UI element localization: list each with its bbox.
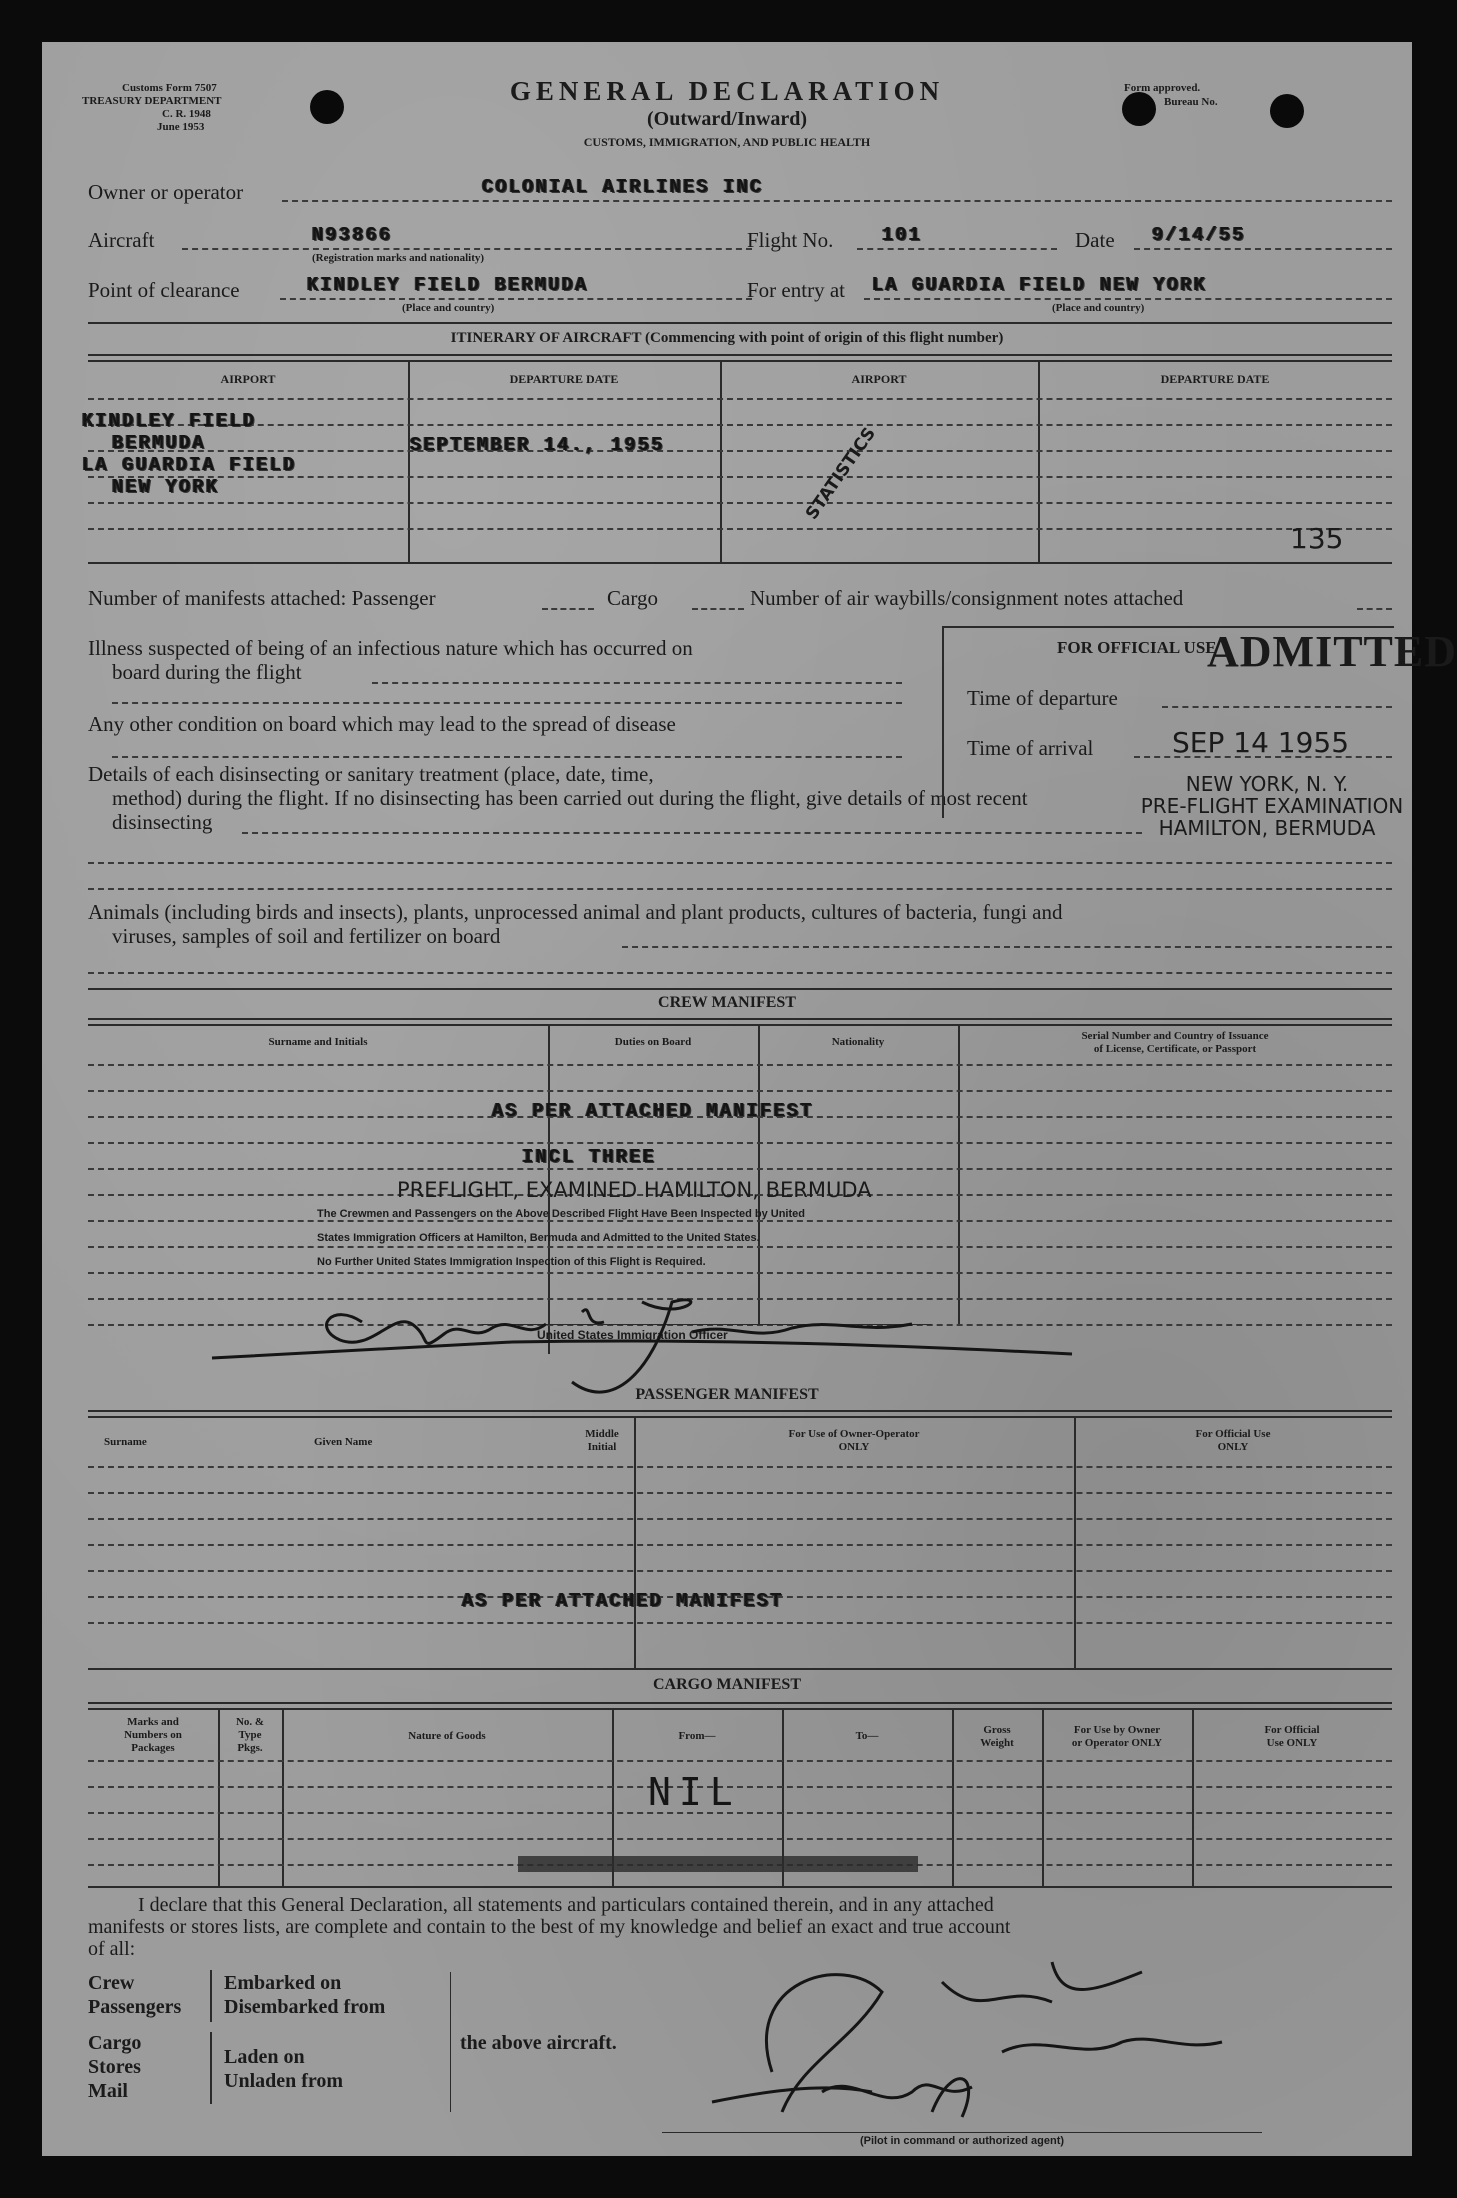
passenger-col-given: Given Name: [314, 1436, 373, 1448]
cargo-col-owner-1: For Use by Owner: [1073, 1724, 1161, 1736]
crew-heading: CREW MANIFEST: [658, 994, 796, 1011]
aircraft-value: N93866: [312, 224, 393, 246]
passenger-col-owner-2: ONLY: [838, 1441, 870, 1453]
flight-label: Flight No.: [747, 228, 834, 252]
passenger-col-owner-1: For Use of Owner-Operator: [788, 1428, 920, 1440]
decl-unladen: Unladen from: [224, 2070, 344, 2092]
details-text-3: disinsecting: [112, 810, 213, 834]
aircraft-label: Aircraft: [88, 228, 155, 252]
col-departure-date-2: DEPARTURE DATE: [1160, 372, 1270, 386]
date-label: Date: [1075, 228, 1115, 252]
manifests-cargo-label: Cargo: [607, 586, 658, 610]
col-airport: AIRPORT: [220, 372, 276, 386]
preflight-stamp-1: NEW YORK, N. Y.: [1185, 772, 1349, 796]
declaration-form: [42, 42, 1457, 2156]
decl-disembarked: Disembarked from: [224, 1996, 386, 2018]
decl-crew: Crew: [88, 1972, 135, 1994]
owner-label: Owner or operator: [88, 180, 244, 204]
crew-stamp-text-2: States Immigration Officers at Hamilton, Bermuda and Admitted to the United States.: [317, 1232, 760, 1244]
passenger-typed: AS PER ATTACHED MANIFEST: [462, 1590, 784, 1612]
page-subtitle-2: CUSTOMS, IMMIGRATION, AND PUBLIC HEALTH: [583, 135, 871, 149]
cargo-col-no-1: No. &: [235, 1716, 265, 1728]
crew-col-serial-2: of License, Certificate, or Passport: [1093, 1043, 1257, 1055]
itinerary-airport-2: BERMUDA: [112, 432, 206, 454]
cargo-col-owner-2: or Operator ONLY: [1071, 1737, 1163, 1749]
cargo-col-marks-2: Numbers on: [124, 1729, 182, 1741]
passenger-col-surname: Surname: [104, 1436, 147, 1448]
decl-laden: Laden on: [224, 2046, 305, 2068]
illness-text-2: board during the flight: [112, 660, 302, 684]
cargo-col-official-2: Use ONLY: [1266, 1737, 1318, 1749]
passenger-heading: PASSENGER MANIFEST: [635, 1386, 819, 1403]
animals-text-1: Animals (including birds and insects), plants, unprocessed animal and plant products, cultures of bacteria, fungi and: [88, 900, 1063, 924]
passenger-col-middle-1: Middle: [585, 1428, 619, 1440]
animals-text-2: viruses, samples of soil and fertilizer on board: [112, 924, 501, 948]
cargo-col-no-2: Type: [238, 1729, 262, 1741]
cargo-col-no-3: Pkgs.: [237, 1742, 263, 1754]
entry-label: For entry at: [747, 278, 845, 302]
pilot-signature: [622, 1942, 1242, 2132]
declaration-text-2: manifests or stores lists, are complete and contain to the best of my knowledge and belief an exact and true account: [88, 1916, 1011, 1938]
decl-embarked: Embarked on: [224, 1972, 342, 1994]
details-text-1: Details of each disinsecting or sanitary treatment (place, date, time,: [88, 762, 654, 786]
entry-value: LA GUARDIA FIELD NEW YORK: [872, 274, 1208, 296]
decl-cargo: Cargo: [88, 2032, 142, 2054]
decl-above-aircraft: the above aircraft.: [460, 2032, 617, 2054]
form-approved: Form approved.: [1124, 82, 1201, 94]
cargo-col-marks-1: Marks and: [127, 1716, 179, 1728]
waybills-label: Number of air waybills/consignment notes attached: [750, 586, 1184, 610]
pilot-label: (Pilot in command or authorized agent): [859, 2135, 1065, 2147]
decl-stores: Stores: [88, 2056, 141, 2078]
bureau-number: Bureau No.: [1164, 96, 1218, 108]
cargo-heading: CARGO MANIFEST: [652, 1676, 801, 1693]
immigration-officer-label: United States Immigration Officer: [537, 1328, 728, 1342]
crew-col-surname: Surname and Initials: [268, 1036, 368, 1048]
official-use-heading: FOR OFFICIAL USE: [1057, 638, 1217, 657]
cargo-col-to: To—: [855, 1730, 879, 1742]
form-date: June 1953: [157, 121, 205, 133]
passenger-col-official-1: For Official Use: [1195, 1428, 1271, 1440]
date-value: 9/14/55: [1152, 224, 1246, 246]
itinerary-departure-value: SEPTEMBER 14., 1955: [410, 434, 665, 456]
aircraft-sublabel: (Registration marks and nationality): [312, 252, 485, 264]
cargo-col-official-1: For Official: [1264, 1724, 1320, 1736]
crew-col-serial-1: Serial Number and Country of Issuance: [1081, 1030, 1269, 1042]
crew-stamp-text-1: The Crewmen and Passengers on the Above Described Flight Have Been Inspected by United: [317, 1208, 805, 1220]
declaration-text-1: I declare that this General Declaration, all statements and particulars contained therein, and in any attached: [138, 1894, 994, 1916]
entry-sublabel: (Place and country): [1052, 302, 1145, 314]
admitted-stamp: ADMITTED: [1207, 627, 1457, 676]
arrival-date-stamp: SEP 14 1955: [1172, 726, 1350, 759]
cargo-col-gross-1: Gross: [983, 1724, 1011, 1736]
clearance-label: Point of clearance: [88, 278, 240, 302]
cargo-handwritten-nil: NIL: [648, 1770, 741, 1814]
page-title: GENERAL DECLARATION: [509, 76, 945, 106]
cargo-redacted-bar: [518, 1856, 918, 1872]
page-number: 135: [1290, 522, 1344, 555]
cargo-col-marks-3: Packages: [131, 1742, 175, 1754]
time-arrival-label: Time of arrival: [967, 736, 1094, 760]
crew-col-nationality: Nationality: [831, 1036, 885, 1048]
crew-stamp-text-3: No Further United States Immigration Inspection of this Flight is Required.: [317, 1256, 706, 1268]
passenger-col-official-2: ONLY: [1217, 1441, 1249, 1453]
itinerary-heading: ITINERARY OF AIRCRAFT (Commencing with point of origin of this flight number): [450, 330, 1004, 346]
itinerary-airport-4: NEW YORK: [112, 476, 220, 498]
manifests-passenger-label: Number of manifests attached: Passenger: [88, 586, 436, 610]
flight-value: 101: [882, 224, 923, 246]
col-departure-date: DEPARTURE DATE: [509, 372, 619, 386]
owner-value: COLONIAL AIRLINES INC: [482, 176, 764, 198]
illness-text-1: Illness suspected of being of an infectious nature which has occurred on: [88, 636, 693, 660]
decl-mail: Mail: [88, 2080, 128, 2102]
crew-typed-1: AS PER ATTACHED MANIFEST: [492, 1100, 814, 1122]
itinerary-airport-1: KINDLEY FIELD: [82, 410, 257, 432]
cargo-col-nature: Nature of Goods: [408, 1730, 486, 1742]
details-text-2: method) during the flight. If no disinsecting has been carried out during the flight, give details of most recent: [112, 786, 1028, 810]
declaration-text-3: of all:: [88, 1938, 136, 1960]
time-departure-label: Time of departure: [967, 686, 1118, 710]
preflight-stamp-2: PRE-FLIGHT EXAMINATION: [1140, 794, 1404, 818]
form-cr: C. R. 1948: [162, 108, 211, 120]
preflight-stamp-3: HAMILTON, BERMUDA: [1158, 816, 1376, 840]
itinerary-airport-3: LA GUARDIA FIELD: [82, 454, 297, 476]
crew-col-duties: Duties on Board: [614, 1036, 692, 1048]
cargo-col-from: From—: [678, 1730, 716, 1742]
crew-typed-2: INCL THREE: [522, 1146, 657, 1168]
clearance-sublabel: (Place and country): [402, 302, 495, 314]
cargo-col-gross-2: Weight: [980, 1737, 1014, 1749]
condition-text: Any other condition on board which may lead to the spread of disease: [88, 712, 676, 736]
col-airport-2: AIRPORT: [851, 372, 907, 386]
statistics-stamp: STATISTICS: [802, 423, 881, 524]
form-number: Customs Form 7507: [122, 82, 217, 94]
page-subtitle: (Outward/Inward): [646, 108, 807, 130]
decl-passengers: Passengers: [88, 1996, 182, 2018]
crew-preflight-stamp: PREFLIGHT, EXAMINED HAMILTON, BERMUDA: [397, 1178, 872, 1202]
passenger-col-middle-2: Initial: [587, 1441, 617, 1453]
clearance-value: KINDLEY FIELD BERMUDA: [307, 274, 589, 296]
department: TREASURY DEPARTMENT: [82, 95, 222, 107]
